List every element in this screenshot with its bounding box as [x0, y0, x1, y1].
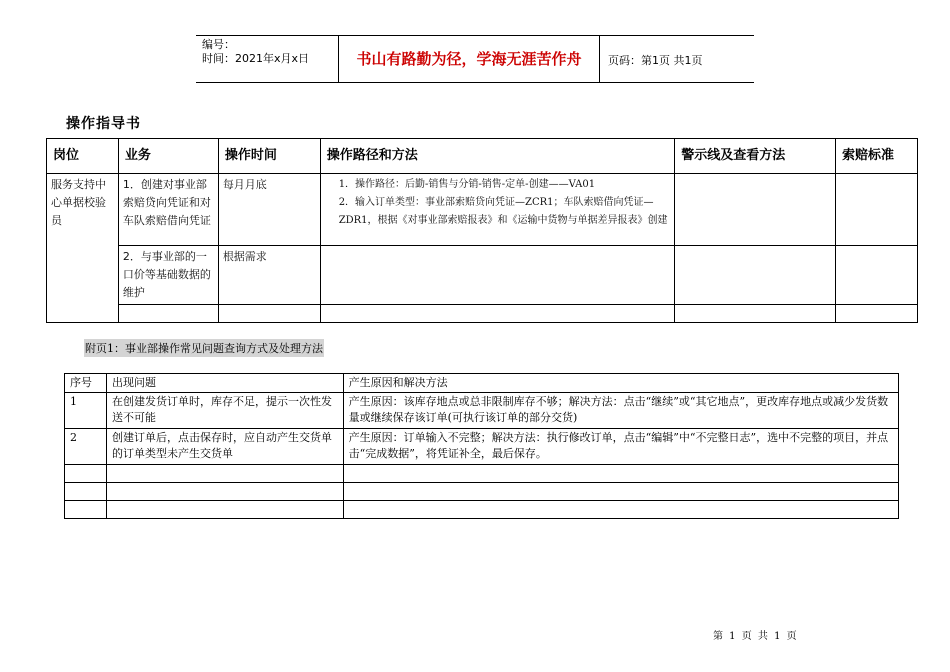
header-meta [202, 38, 309, 66]
header-motto: 书山有路勤为径，学海无涯苦作舟 [338, 36, 600, 82]
table-row-empty [47, 305, 918, 323]
table-row-empty [65, 483, 899, 501]
time-label: 时间：2021年x月x日 [202, 52, 310, 65]
table-row [47, 246, 918, 305]
claim-cell [836, 246, 918, 305]
path-cell [320, 246, 675, 305]
number-label: 编号： [202, 38, 235, 51]
document-header [196, 35, 754, 83]
page-info: 页码：第1页 共1页 [608, 54, 703, 67]
header-position: 岗位 [47, 139, 119, 174]
faq-table [64, 373, 899, 519]
operation-guide-table [46, 138, 918, 323]
business-cell: 1．创建对事业部索赔贷向凭证和对车队索赔借向凭证 [118, 174, 218, 246]
faq-solution: 产生原因：订单输入不完整；解决方法：执行修改订单，点击“编辑”中“不完整日志”，选中不完整的项目，并点击“完成数据”，将凭证补全，最后保存。 [343, 429, 898, 465]
warning-cell [675, 174, 836, 246]
faq-problem: 创建订单后，点击保存时，应自动产生交货单的订单类型未产生交货单 [106, 429, 343, 465]
faq-no: 1 [65, 393, 107, 429]
table-row-empty [65, 465, 899, 483]
header-claim: 索赔标准 [836, 139, 918, 174]
appendix-title: 附页1：事业部操作常见问题查询方式及处理方法 [84, 339, 324, 357]
faq-no: 2 [65, 429, 107, 465]
faq-header-solution: 产生原因和解决方法 [343, 374, 898, 393]
table-row [47, 174, 918, 246]
path-cell [320, 174, 675, 246]
faq-header-problem: 出现问题 [106, 374, 343, 393]
table-row-empty [65, 501, 899, 519]
faq-problem: 在创建发货订单时，库存不足，提示一次性发送不可能 [106, 393, 343, 429]
claim-cell [836, 174, 918, 246]
business-cell: 2．与事业部的一口价等基础数据的维护 [118, 246, 218, 305]
table-row [65, 429, 899, 465]
path-step-2: 2．输入订单类型：事业部索赔贷向凭证—ZCR1；车队索赔借向凭证—ZDR1，根据《对事业部索赔报表》和《运输中货物与单据差异报表》创建 [338, 197, 668, 226]
path-step-1: 1．操作路径：后勤-销售与分销-销售-定单-创建——VA01 [338, 179, 596, 190]
table-header-row [47, 139, 918, 174]
table-row [65, 393, 899, 429]
header-path: 操作路径和方法 [320, 139, 675, 174]
page-footer: 第 1 页 共 1 页 [713, 631, 797, 642]
header-warning: 警示线及查看方法 [675, 139, 836, 174]
faq-solution: 产生原因：该库存地点或总非限制库存不够；解决方法：点击“继续”或“其它地点”，更改库存地点或减少发货数量或继续保存该订单(可执行该订单的部分交货) [343, 393, 898, 429]
header-time: 操作时间 [218, 139, 320, 174]
position-cell: 服务支持中心单据校验员 [47, 174, 119, 323]
faq-header-no: 序号 [65, 374, 107, 393]
time-cell: 每月月底 [218, 174, 320, 246]
faq-header-row [65, 374, 899, 393]
document-title: 操作指导书 [66, 116, 141, 132]
warning-cell [675, 246, 836, 305]
header-business: 业务 [118, 139, 218, 174]
time-cell: 根据需求 [218, 246, 320, 305]
